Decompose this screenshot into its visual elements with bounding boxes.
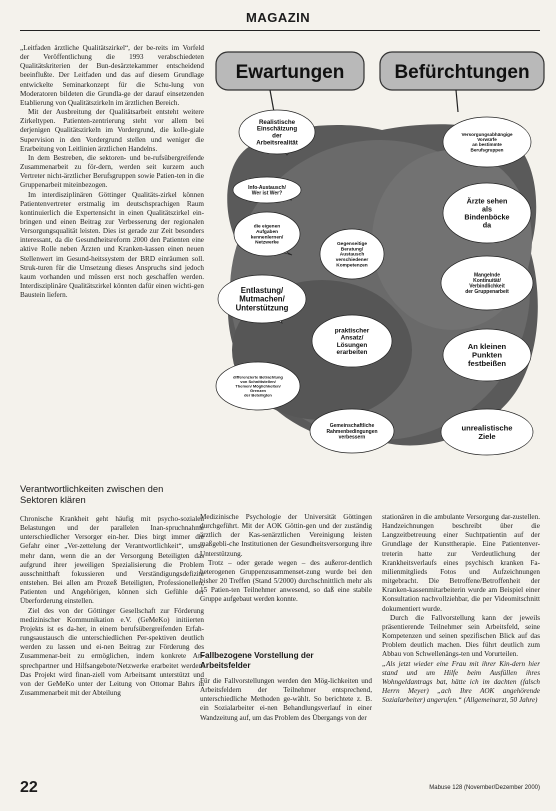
section-heading-responsibilities xyxy=(20,483,204,505)
heading-line: Fallbezogene Vorstellung der xyxy=(200,651,314,660)
bubble-text-line: kennenlernen/ xyxy=(250,235,284,241)
column-2-body-text xyxy=(200,513,372,643)
paragraph: In dem Bestreben, die sektoren- und be-rufsübergreifende Zusammenarbeit zu för-dern, werden seit kurzem auch Vertreter nicht-ärztlicher Berufsgruppen sowie Patien-ten in die Gruppenarbeit miteinbezogen. xyxy=(20,153,204,190)
bubble-text-line: Netzwerke xyxy=(255,240,279,246)
fears-title: Befürchtungen xyxy=(394,62,530,83)
bubble-text-line: Aufgaben xyxy=(255,229,279,235)
paragraph: Durch die Fallvorstellung kann der jeweils präsentierende Teilnehmer sein Arbeitsfeld, seine Kompetenzen und seinen spezifischen Blick auf das Problem deutlich machen. Dies führt deutlich zum Abbau von Schwellenängs-ten und Vorurteilen. xyxy=(382,613,540,659)
bubble-text-line: Bindenböcke xyxy=(464,212,510,222)
bubble-text-line: als xyxy=(482,204,492,214)
paragraph: Chronische Krankheit geht häufig mit psycho-sozialen Belastungen und der parallelen Inan-spruchnahme unterschiedlicher Versorger ein-her. Dies birgt immer die Gefahr einer „Ver-zettelung der Verantwortlichkeit“, umso mehr dann, wenn die an der Versorgung Beteiligten das aufgrund ihrer jeweiligen Spezialisierung die Problem ausschnitthaft fokussieren und Verständigungsdefizite entstehen. Bei allen am Prozeß Beteiligten, Professionellen, Patienten und Angehörigen, können sich Gefühle der Überforderung einstellen. xyxy=(20,515,204,606)
bubble-text-line: da xyxy=(482,220,492,230)
heading-line: Verantwortlichkeiten zwischen den xyxy=(20,483,164,494)
paragraph: Trotz – oder gerade wegen – des außeror-dentlich heterogenen Gruppenzusammenset-zung wurde bei den bisher 20 Treffen (Stand 5/2000) durchschnittlich mehr als 15 Patien-ten Teilnehmer anwesend, so daß eine stabile Gruppe aufgebaut werden konnte. xyxy=(200,558,372,604)
heading-line: Arbeitsfelder xyxy=(200,661,251,670)
paragraph: Für die Fallvorstellungen werden den Mög-lichkeiten und Arbeitsfeldern der Teilnehmer entsprechend, unterschiedliche Methoden ge-wählt. So berichtete z. B. ein Sozialarbeiter ei-nen Behandlungsverlauf in einer Wandzeitung auf, um das Problem des Übergangs von der xyxy=(200,677,372,722)
bubble-text-line: Arbeitsrealität xyxy=(256,139,298,147)
bubble-text-line: An kleinen xyxy=(467,342,507,352)
header-rule xyxy=(20,30,540,31)
bubble-text-line: Einschätzung xyxy=(256,125,298,133)
bubble-text-line: Mangelnde xyxy=(473,272,501,279)
expectation-bubble xyxy=(216,362,300,410)
bubble-text-line: Vorwürfe xyxy=(477,137,497,143)
bubble-text-line: Kontinuität/ xyxy=(473,277,501,284)
page-number: 22 xyxy=(20,779,38,796)
section-title: MAGAZIN xyxy=(246,10,311,25)
fears-tab xyxy=(380,52,544,90)
expectation-bubble xyxy=(233,177,301,203)
bubble-text-line: Beratung/ xyxy=(340,247,364,253)
issue-reference: Mabuse 128 (November/Dezember 2000) xyxy=(429,785,540,791)
fear-bubble xyxy=(441,256,533,310)
bubble-text-line: der xyxy=(272,132,282,140)
bubble-text-line: Wer ist Wer? xyxy=(251,190,283,197)
bubble-text-line: Ziele xyxy=(478,431,496,441)
bubble-text-line: von Schnittstellen/ xyxy=(240,378,276,384)
bubble-text-line: Mutmachen/ xyxy=(239,294,285,304)
fear-bubble xyxy=(443,117,531,167)
bubble-text-line: die eigenen xyxy=(253,224,281,230)
expectation-bubble xyxy=(312,315,392,367)
bubble-text-line: Ansatz/ xyxy=(340,334,364,342)
expectation-bubble xyxy=(218,275,306,323)
bubble-text-line: Gemeinschaftliche xyxy=(329,423,375,430)
bubble-text-line: Punkten xyxy=(472,350,502,360)
bubble-text-line: Verbindlichkeit xyxy=(469,283,505,290)
paragraph: „Leitfaden ärztliche Qualitätszirkel“, der be-reits im Vorfeld der Veröffentlichung die 1993 verabschiedeten Qualitätskriterien der Bun-desärztekammer entscheidend beeinflußte. Der Leitfaden und das auf diesem Grundlage entwickelte Seminarkonzept für die Schu-lung von Moderatoren bildeten die Grundla-ge der darauf einsetzenden Etablierung von Qualitätszirkeln im ärztlichen Bereich. xyxy=(20,44,204,107)
bubble-text-line: Entlastung/ xyxy=(240,285,284,295)
expectation-bubble xyxy=(310,409,394,453)
section-heading-case-presentation xyxy=(200,651,372,671)
bubble-text-line: Berufsgruppen xyxy=(470,147,504,153)
column-2-case-text xyxy=(200,677,372,777)
paragraph: Mit der Ausbreitung der Qualitätsarbeit entsteht weitere Zirkeltypen. Patienten-zentrierung steht vor allem bei derjenigen Qualitätszirkeln im Vordergrund, die kolle-giale Supervision in den Vordergrund stellen und weniger die Erarbeitung von Leitlinien ärztlichen Handelns. xyxy=(20,108,204,153)
expectations-pointer xyxy=(270,90,274,112)
expectations-fears-diagram xyxy=(212,50,547,476)
bubble-text-line: an bestimmte xyxy=(472,142,502,148)
paragraph: Medizinische Psychologie der Universität Göttingen durchgeführt. Mit der AOK Göttin-gen und der zuständig ärztlich der Kas-senärztlichen Vereinigung leisten maßgebli-che Institutionen der Gesundheitsversorgung ihre Unterstützung. xyxy=(200,513,372,558)
expectations-title: Ewartungen xyxy=(235,62,345,83)
bubble-text-line: der Beteiligten xyxy=(244,392,272,398)
bubble-text-line: Ärzte sehen xyxy=(466,196,508,206)
column-1-top-text xyxy=(20,44,204,471)
bubble-text-line: Versorgungsabhängige xyxy=(461,131,513,137)
bubble-text-line: verbessern xyxy=(338,434,366,441)
page-footer xyxy=(20,779,540,803)
paragraph: Ziel des von der Göttinger Gesellschaft zur Förderung medizinischer Kommunikation e.V. (GeMeKo) initiierten Projekts ist es da-her, in einem berufsübergreifenden Erfah-rungsaustausch die unterschiedlichen Per-spektiven deutlich werden zu lassen und ei-nen Beitrag zur Förderung des Zusammenar-beit zu ermöglichen, indem konkrete An-sprechpartner und Hilfsangebote/Netzwerke erarbeitet werden. Das Projekt wird finan-ziell vom Arbeitsamt unterstützt und von der GeMeKo unter der Leitung von Ottomar Bahrs in Zusammenarbeit mit der Abteilung xyxy=(20,606,204,697)
bubble-text-line: Rahmenbedingungen xyxy=(326,428,378,435)
bubble-text-line: Austausch xyxy=(339,252,365,258)
bubble-text-line: Realistische xyxy=(258,118,296,126)
fear-bubble xyxy=(443,183,531,243)
bubble-text-line: erarbeiten xyxy=(336,348,368,356)
bubble-text-line: Kompetenzen xyxy=(336,263,368,269)
bubble-text-line: Lösungen xyxy=(336,341,368,349)
bubble-text-line: unrealistische xyxy=(461,423,513,433)
bubble-text-line: der Gruppenarbeit xyxy=(465,289,509,296)
bubble-text-line: festbeißen xyxy=(468,359,506,369)
bubble-text-line: Unterstützung xyxy=(235,303,289,313)
paragraph: stationären in die ambulante Versorgung dar-zustellen. Handzeichnungen beschreibt über die Langzeitbetreuung einer Suchtpatientin auf der Grundlage der Kunsttherapie. Eine Patientenver-treterin hatte zur Verdeutlichung der Krankheitsverlaufs eines psychisch kranken Fa-milienmitglieds Fotos und Aufzeichnungen mitgebracht. Die Betroffene/Betroffenheit der Kranken-kassenmitarbeiterin wurde am Beispiel einer Konsultation nachvollziehbar, die per Videomitschnitt dokumentiert wurde. xyxy=(382,513,540,613)
column-3-body-text xyxy=(382,513,540,779)
interview-quote: „Als jetzt wieder eine Frau mit ihrer Kin-dern hier stand und um Hilfe beim Ausfüllen ihres Wohngeldantrags bat, hätte ich im dachten (falsch Herrn Meyer) „ach Ihre AOK angehörende Sozialarbeiter) angerufen.“ (Allgemeinarzt, 50 Jahre) xyxy=(382,659,540,705)
paragraph: Im interdisziplinären Göttinger Qualitäts-zirkel können Patientenvertreter erstmalig im deutschsprachigen Raum kontinuierlich die Expertensicht in einen Qualitätszirkel ein-bringen und einen Beitrag zur Verbesserung der regionalen Versorgungsqualität leisten. Dies ist gerade zur Zeit besonders interessant, da die Gesundheitsreform 2000 den Patienten eine aktive Rolle neben Ärzten und Kranken-kassen einen neuen Stellenwert im Gesund-heitssystem der BRD einräumen soll. Struk-turen für die Umsetzung dieses Anspruchs sind jedoch kaum vorhanden und müssen erst noch geschaffen werden. Interdisziplinäre Qualitätszirkel könnten dafür einen wichti-gen Baustein liefern. xyxy=(20,190,204,300)
fears-pointer xyxy=(456,90,458,112)
bubble-text-line: verschiedener xyxy=(335,258,369,264)
expectation-bubble xyxy=(234,212,300,256)
fear-bubble xyxy=(443,329,531,381)
expectations-tab xyxy=(216,52,364,90)
expectation-bubble xyxy=(320,229,384,279)
bubble-text-line: Grenzen xyxy=(249,387,267,393)
bubble-text-line: differenzierte Betrachtung xyxy=(233,374,283,380)
bubble-text-line: praktischer xyxy=(334,327,370,335)
heading-line: Sektoren klären xyxy=(20,494,86,505)
fear-bubble xyxy=(441,409,533,455)
magazine-header xyxy=(0,8,556,38)
bubble-text-line: Themen/ Möglichkeiten/ xyxy=(235,383,281,389)
bubble-text-line: Info-Austausch/ xyxy=(248,184,286,191)
column-1-bottom-text xyxy=(20,515,204,779)
bubble-text-line: Gegenseitige xyxy=(336,241,368,247)
